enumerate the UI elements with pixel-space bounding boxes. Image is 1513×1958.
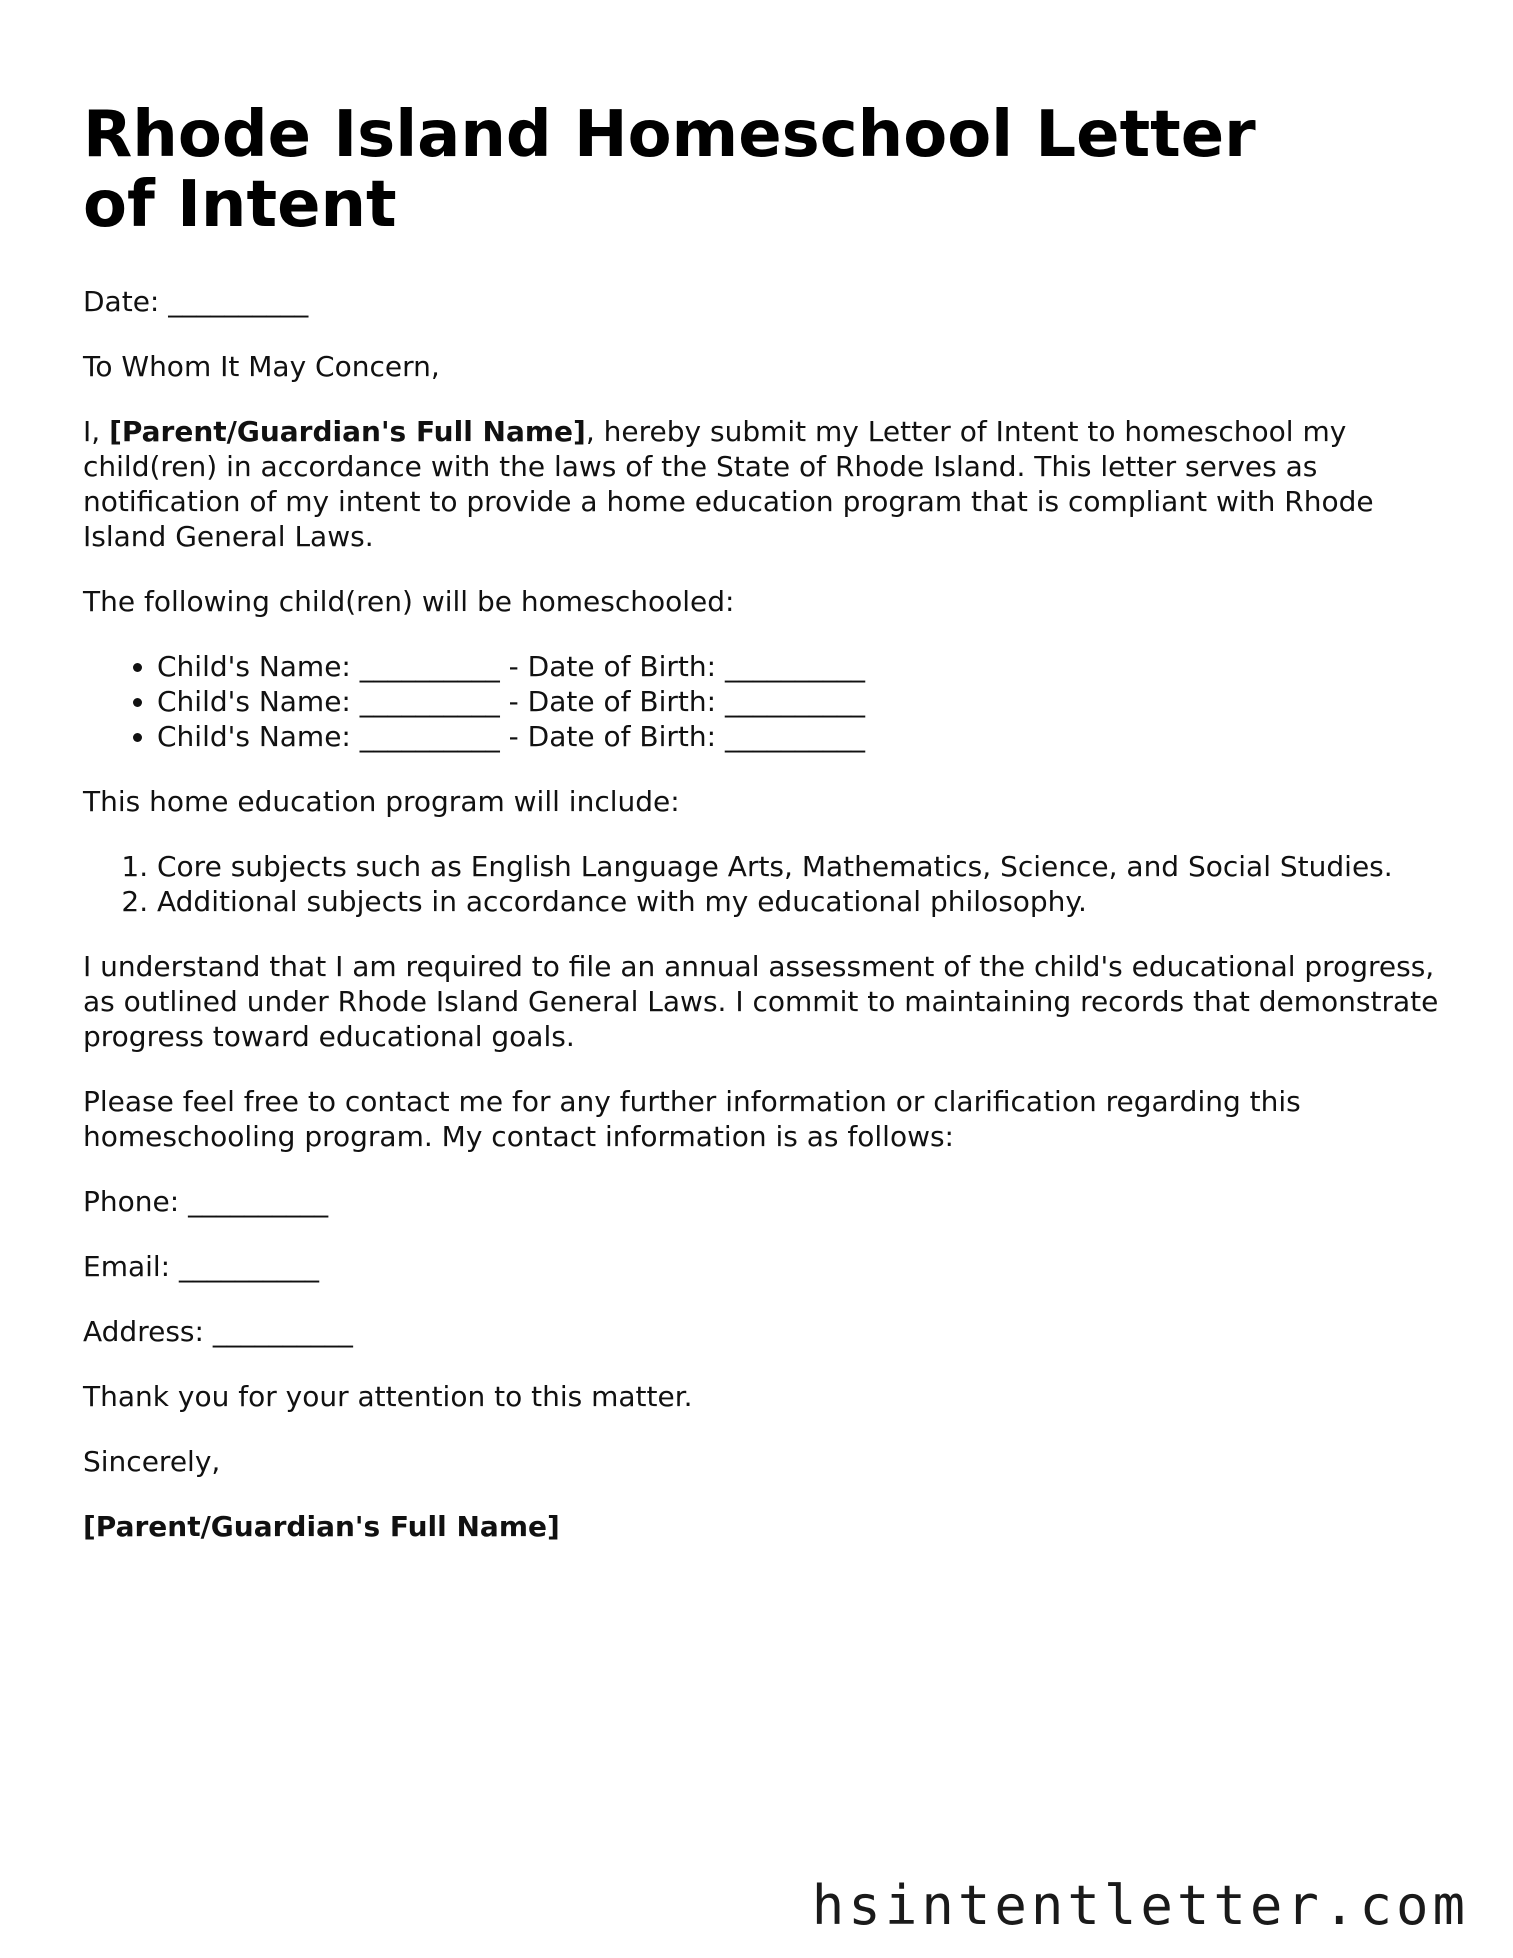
letter-body [83,100,1443,1574]
assessment-paragraph: I understand that I am required to file an annual assessment of the child's educational progress, as outlined under Rhode Island General Laws. I commit to maintaining records that demonstrate progress toward educational goals. [83,950,1439,1053]
program-list [83,849,1443,919]
child-dob-blank: __________ [724,650,865,683]
child-name-blank: __________ [359,685,500,718]
address-blank: __________ [212,1315,353,1348]
child-dob-blank: __________ [724,685,865,718]
date-line [83,284,1443,319]
thanks-line: Thank you for your attention to this matter. [83,1380,693,1413]
address-line [83,1314,1443,1349]
contact-paragraph: Please feel free to contact me for any further information or clarification regarding this homeschooling program. My contact information is as follows: [83,1085,1301,1153]
child-name-label: Child's Name: [157,685,351,718]
child-dob-label: - Date of Birth: [508,650,717,683]
salutation: To Whom It May Concern, [83,350,440,383]
website-watermark: hsintentletter.com [811,1874,1469,1937]
child-dob-label: - Date of Birth: [508,720,717,753]
closing-line: Sincerely, [83,1445,221,1478]
child-dob-blank: __________ [724,720,865,753]
email-label: Email: [83,1250,171,1283]
email-blank: __________ [179,1250,320,1283]
child-dob-label: - Date of Birth: [508,685,717,718]
child-name-label: Child's Name: [157,650,351,683]
phone-line [83,1184,1443,1219]
date-blank: __________ [168,285,309,318]
date-label: Date: [83,285,160,318]
phone-blank: __________ [188,1185,329,1218]
parent-name-placeholder: [Parent/Guardian's Full Name] [109,415,586,448]
child-name-blank: __________ [359,720,500,753]
program-intro: This home education program will include: [83,785,680,818]
intro-prefix: I, [83,415,110,448]
child-name-label: Child's Name: [157,720,351,753]
address-label: Address: [83,1315,204,1348]
children-intro: The following child(ren) will be homeschooled: [83,585,735,618]
child-item [157,719,1443,754]
children-list [83,649,1443,754]
document-title: Rhode Island Homeschool Letter of Intent [83,98,1256,242]
program-item: 1. Core subjects such as English Language Arts, Mathematics, Science, and Social Studies. [157,849,1443,884]
intro-rest: , hereby submit my Letter of Intent to homeschool my child(ren) in accordance with the laws of the State of Rhode Island. This letter serves as notification of my intent to provide a home education program that is compliant with Rhode Island General Laws. [83,415,1374,553]
child-name-blank: __________ [359,650,500,683]
email-line [83,1249,1443,1284]
program-item: 2. Additional subjects in accordance with my educational philosophy. [157,884,1443,919]
signature-placeholder: [Parent/Guardian's Full Name] [83,1510,560,1543]
phone-label: Phone: [83,1185,180,1218]
child-item [157,684,1443,719]
child-item [157,649,1443,684]
intro-paragraph [83,414,1443,554]
